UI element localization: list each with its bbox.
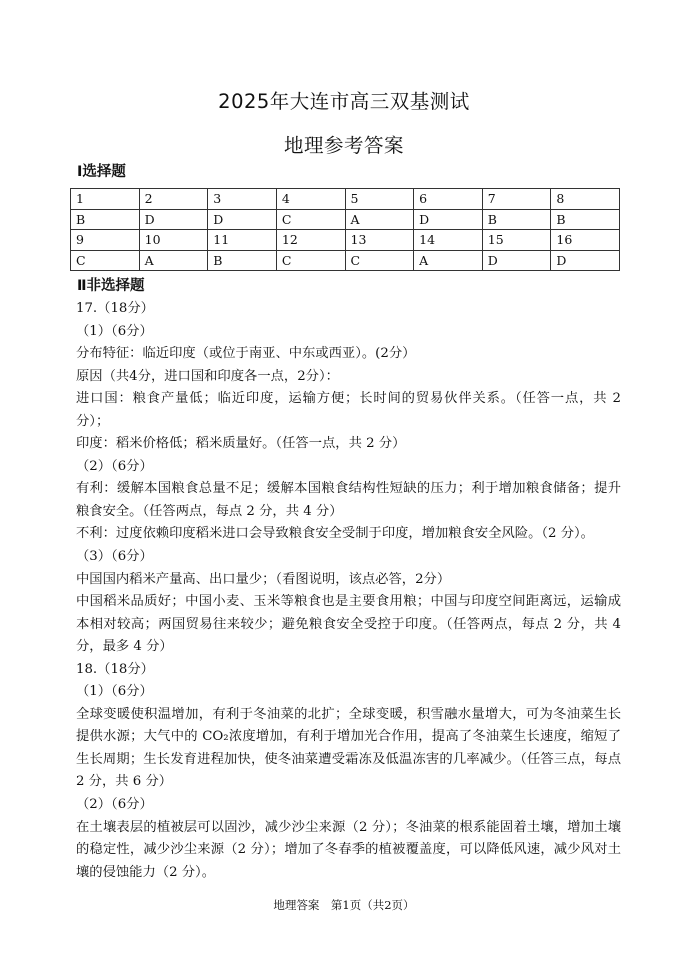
table-cell: 11 [208, 230, 277, 251]
table-cell: D [139, 209, 208, 230]
sub-question: （1）（6分） [76, 323, 153, 339]
table-row [71, 209, 620, 230]
table-cell: A [139, 250, 208, 271]
answer-paragraph: 不利：过度依赖印度稻米进口会导致粮食安全受制于印度，增加粮食安全风险。（2 分）。 [76, 526, 594, 542]
section-heading-choice: Ⅰ选择题 [77, 164, 126, 180]
answer-paragraph: 原因（共4分，进口国和印度各一点，2分）： [76, 368, 339, 384]
table-cell: D [551, 250, 620, 271]
table-cell: A [345, 209, 414, 230]
page-title: 2025年大连市高三双基测试 [218, 90, 470, 113]
table-cell: 6 [414, 189, 483, 210]
table-cell: B [208, 250, 277, 271]
table-cell: A [414, 250, 483, 271]
question-number: 18.（18分） [76, 661, 154, 677]
table-row [71, 250, 620, 271]
table-row [71, 189, 620, 210]
answer-paragraph: 有利：缓解本国粮食总量不足；缓解本国粮食结构性短缺的压力；利于增加粮食储备；提升粮食安全。（任答两点，每点 2 分，共 4 分） [76, 481, 621, 519]
section-heading-nonchoice: Ⅱ非选择题 [77, 278, 145, 294]
sub-question: （2）（6分） [76, 458, 153, 474]
table-cell: 16 [551, 230, 620, 251]
table-cell: C [276, 250, 345, 271]
table-cell: 1 [71, 189, 140, 210]
answer-table [70, 188, 620, 271]
question-number: 17.（18分） [76, 301, 154, 316]
table-cell: 4 [276, 189, 345, 210]
table-cell: 7 [482, 189, 551, 210]
sub-question: （2）（6分） [76, 797, 153, 813]
answer-body [76, 298, 621, 884]
table-cell: 14 [414, 230, 483, 251]
page-subtitle: 地理参考答案 [283, 134, 404, 157]
answer-paragraph: 全球变暖使积温增加，有利于冬油菜的北扩；全球变暖，积雪融水量增大，可为冬油菜生长提供水源；大气中的 CO₂浓度增加，有利于增加光合作用，提高了冬油菜生长速度，缩短了生长周期；生长发育进程加快，使冬油菜遭受霜冻及低温冻害的几率减少。（任答三点，每点 2 分，共 6 分） [76, 706, 621, 790]
table-cell: B [551, 209, 620, 230]
answer-paragraph: 中国稻米品质好；中国小麦、玉米等粮食也是主要食用粮；中国与印度空间距离远，运输成本相对较高；两国贸易往来较少；避免粮食安全受控于印度。（任答两点，每点 2 分，共 4 分，最多 4 分） [76, 594, 621, 655]
table-cell: 2 [139, 189, 208, 210]
sub-question: （1）（6分） [76, 684, 153, 700]
answer-paragraph: 进口国：粮食产量低；临近印度，运输方便；长时间的贸易伙伴关系。（任答一点，共 2 分）； [76, 391, 621, 429]
table-cell: C [276, 209, 345, 230]
answer-paragraph: 中国国内稻米产量高、出口量少；（看图说明，该点必答，2分） [76, 571, 451, 587]
table-cell: 9 [71, 230, 140, 251]
table-cell: C [345, 250, 414, 271]
table-cell: 8 [551, 189, 620, 210]
answer-paragraph: 印度：稻米价格低；稻米质量好。（任答一点，共 2 分） [76, 436, 406, 452]
page-footer: 地理答案 第1页（共2页） [273, 898, 415, 912]
answer-paragraph: 分布特征：临近印度（或位于南亚、中东或西亚）。(2分） [76, 346, 416, 362]
table-cell: D [414, 209, 483, 230]
table-cell: 13 [345, 230, 414, 251]
table-row [71, 230, 620, 251]
table-cell: B [482, 209, 551, 230]
table-cell: 10 [139, 230, 208, 251]
table-cell: 3 [208, 189, 277, 210]
table-cell: 5 [345, 189, 414, 210]
table-cell: C [71, 250, 140, 271]
table-cell: D [208, 209, 277, 230]
table-cell: 15 [482, 230, 551, 251]
sub-question: （3）（6分） [76, 549, 153, 565]
table-cell: D [482, 250, 551, 271]
answer-paragraph: 在土壤表层的植被层可以固沙，减少沙尘来源（2 分）；冬油菜的根系能固着土壤，增加土壤的稳定性，减少沙尘来源（2 分）；增加了冬春季的植被覆盖度，可以降低风速，减少风对土壤的侵蚀能力（2 分）。 [76, 819, 621, 880]
table-cell: 12 [276, 230, 345, 251]
table-cell: B [71, 209, 140, 230]
